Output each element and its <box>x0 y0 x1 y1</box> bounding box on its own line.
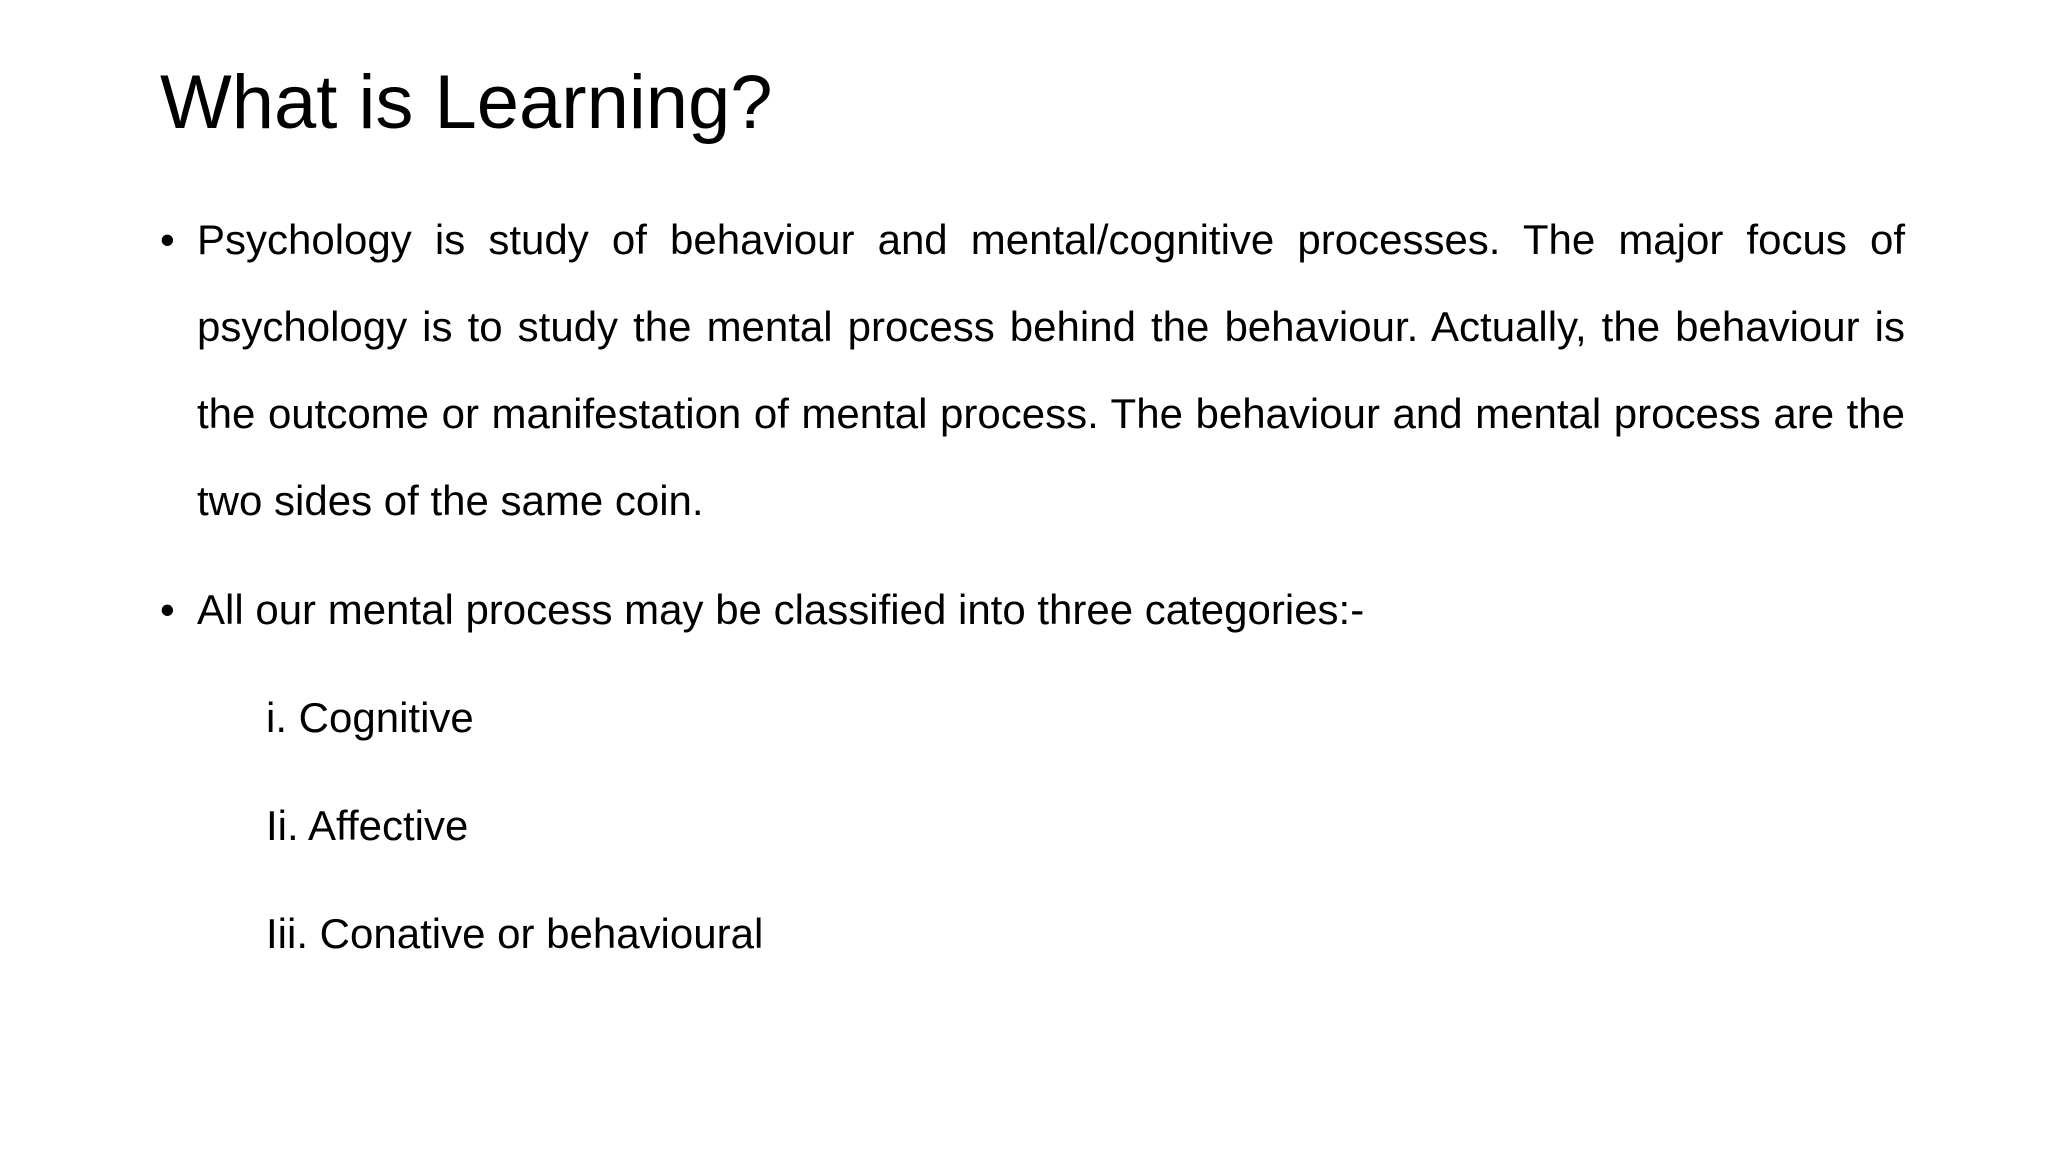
bullet-text: All our mental process may be classified into three categories:- <box>197 586 1365 633</box>
bullet-item <box>160 566 1905 653</box>
sub-list-item-conative: Iii. Conative or behavioural <box>266 910 764 957</box>
bullet-marker: • <box>160 586 175 633</box>
bullet-item <box>160 196 1905 544</box>
bullet-marker: • <box>160 216 175 263</box>
bullet-text: Psychology is study of behaviour and mental/cognitive processes. The major focus of psychology is to study the mental process behind the behaviour. Actually, the behaviour is the outcome or manifestation of mental process. The behaviour and mental process are the two sides of the same coin. <box>197 216 1905 524</box>
slide-title: What is Learning? <box>160 60 773 145</box>
sub-list-item-cognitive: i. Cognitive <box>266 694 474 741</box>
sub-list-item-affective: Ii. Affective <box>266 802 469 849</box>
